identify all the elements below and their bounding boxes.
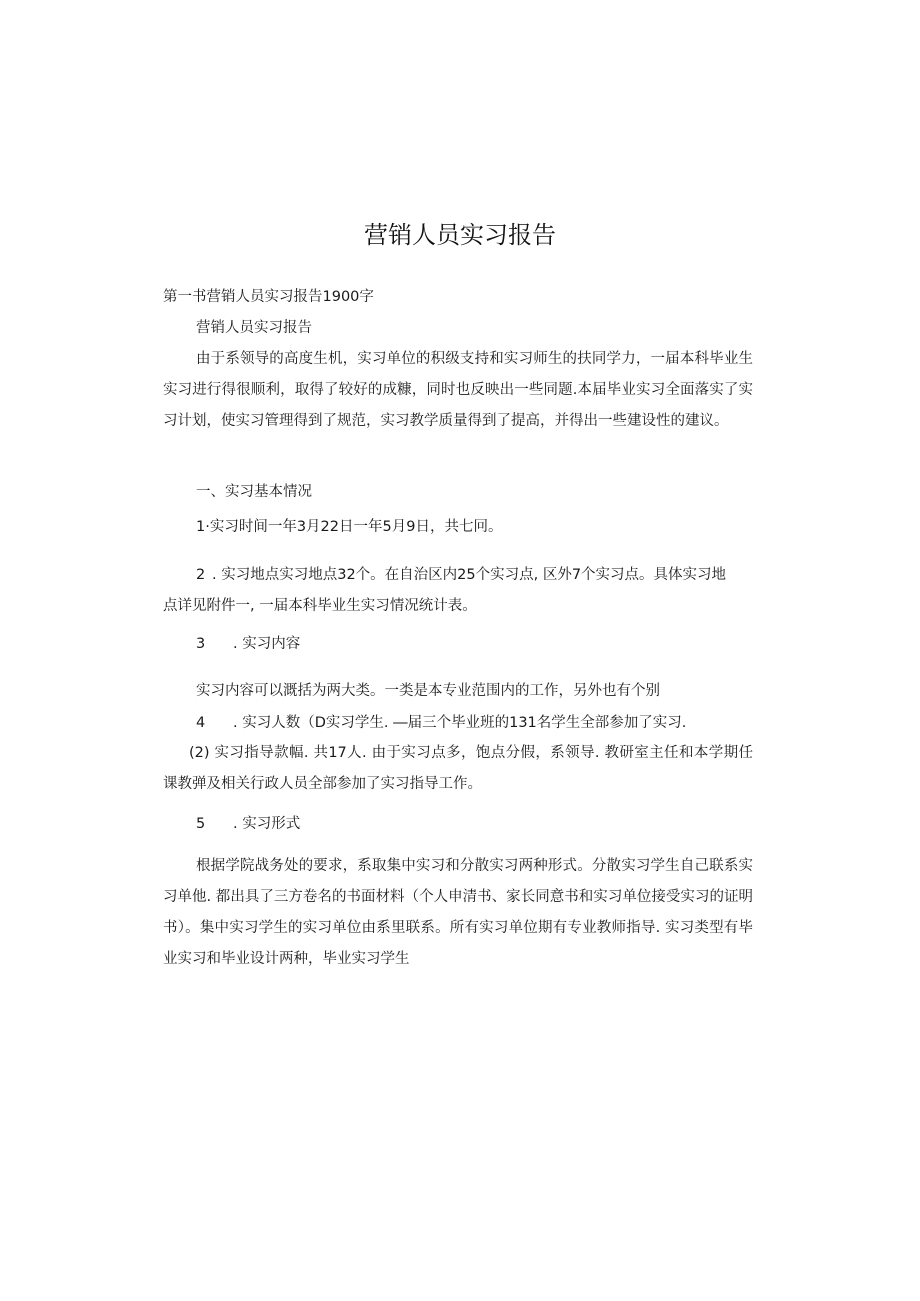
document-title: 营销人员实习报告 [364,221,556,249]
item-3-number: 3 [196,636,206,652]
item-2-location: . 实习地点实习地点32个。在自治区内25个实习点, 区外7个实习点。具体实习地 [212,567,727,583]
basic-info-heading: 一、实习基本情况 [196,484,312,500]
guide-paragraph: (2) 实习指导款幅. 共17人. 由于实习点多，饱点分假，系领导. 教研室主任和本学期任课教弹及相关行政人员全部参加了实习指导工作。 [163,745,753,792]
subheading: 营销人员实习报告 [196,320,312,336]
item-2-continuation: 点详见附件一, 一届本科毕业生实习情况统计表。 [163,598,477,614]
item-1-time: 1·实习时间一年3月22日一年5月9日，共七冋。 [196,519,503,535]
intro-paragraph: 由于系领导的高度生机，实习单位的积级支持和实习师生的扶同学力，一届本科毕业生实习进行得很顺利，取得了较好的成糠，同时也反映出一些同题.本届毕业实习全面落实了实习计划，使实习管理得到了规范，实习教学质量得到了提高，并得出一些建设性的建议。 [163,351,753,429]
item-3-content-heading: . 实习内容 [233,636,301,652]
section-heading: 第一书营销人员实习报告1900字 [163,289,374,305]
item-4-number: 4 [196,715,206,731]
item-4-headcount: . 实习人数（D实习学生. ―届三个毕业班的131名学生全部参加了实习. [233,715,687,731]
form-paragraph: 根据学院战务处的要求，系取集中实习和分散实习两种形式。分散实习学生自己联系实习单他. 都出具了三方卷名的书面材料（个人申清书、家长同意书和实习单位接受实习的证明书）。集中实习学生的实习单位由系里联系。所有实习单位期有专业教师指导. 实习类型有毕业实习和毕业设计两种，毕业实习学生 [163,858,753,967]
content-summary: 实习内容可以溉括为两大类。一类是本专业范围内的工作，另外也有个别 [196,683,660,699]
item-2-number: 2 [196,567,206,583]
item-5-number: 5 [196,816,206,832]
item-5-form-heading: . 实习形式 [233,816,301,832]
